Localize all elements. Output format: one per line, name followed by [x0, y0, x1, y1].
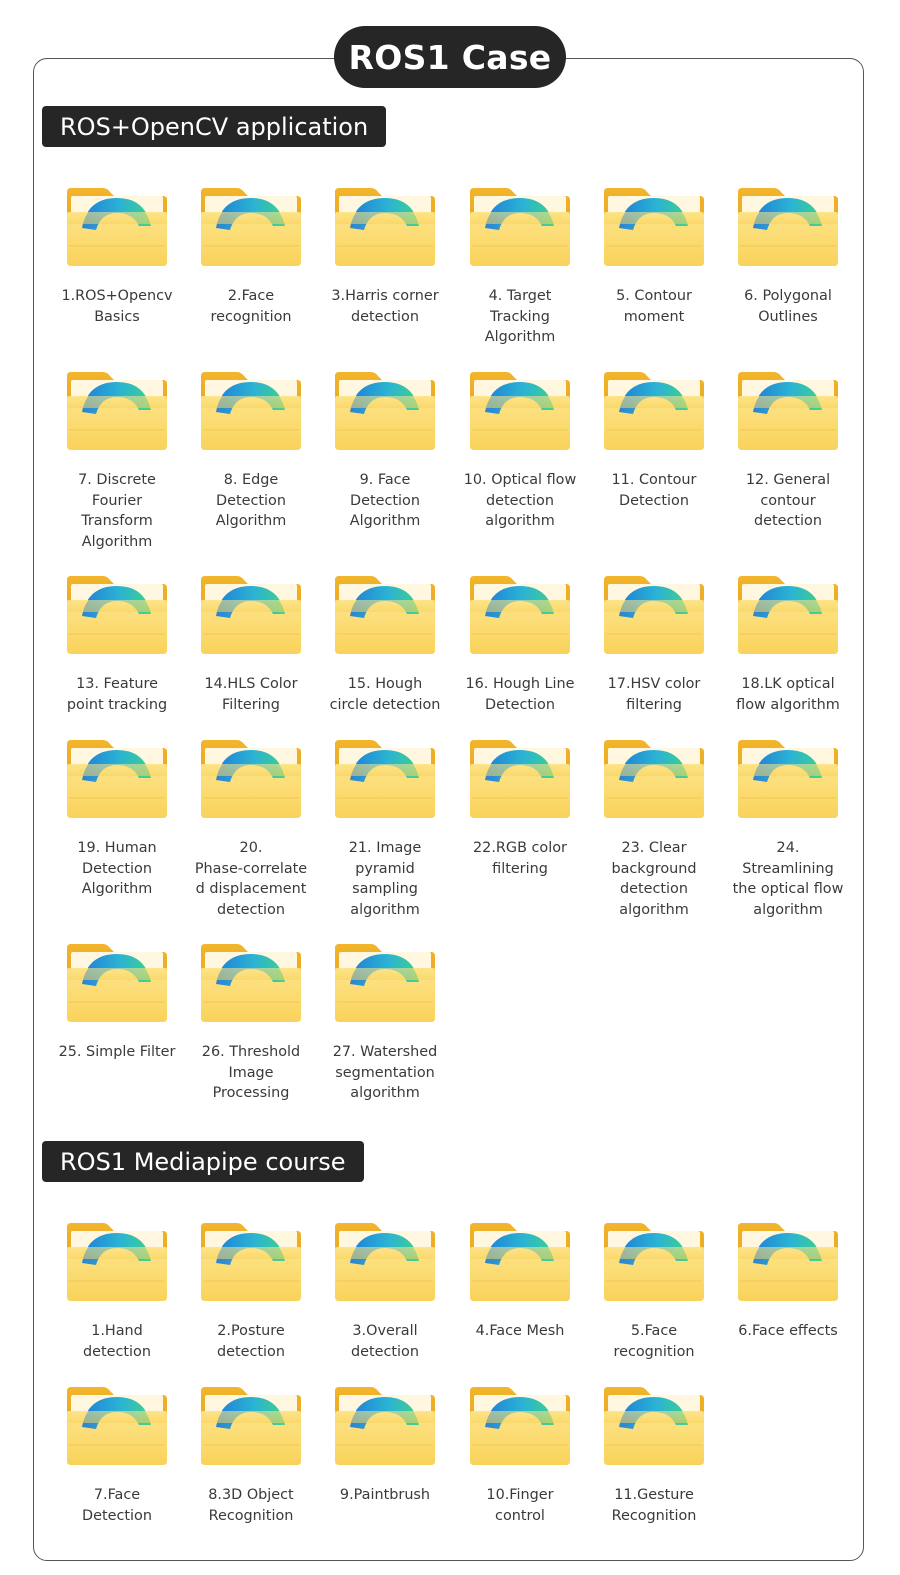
folder-label: 11. Contour Detection	[611, 472, 697, 509]
folder-icon	[199, 1221, 303, 1303]
folder-icon	[468, 1221, 572, 1303]
folder-label: 9.Paintbrush	[339, 1487, 431, 1503]
folder-item[interactable]	[184, 942, 318, 1132]
folder-item[interactable]	[587, 1385, 721, 1575]
folder-icon	[333, 574, 437, 656]
folder-item[interactable]	[318, 738, 452, 928]
folder-label: 11.Gesture Recognition	[611, 1487, 697, 1524]
folder-icon	[333, 1221, 437, 1303]
folder-label: 26. Threshold Image Processing	[201, 1044, 301, 1101]
folder-label: 20. Phase-correlate d displacement detection	[194, 840, 308, 918]
folder-label: 8.3D Object Recognition	[208, 1487, 294, 1524]
folder-icon	[468, 738, 572, 820]
folder-item[interactable]	[318, 942, 452, 1132]
folder-item[interactable]	[587, 1221, 721, 1411]
folder-label: 24. Streamlining the optical flow algorithm	[732, 840, 844, 918]
folder-label: 13. Feature point tracking	[66, 676, 168, 713]
folder-label: 12. General contour detection	[745, 472, 831, 529]
folder-icon	[602, 574, 706, 656]
folder-label: 10.Finger control	[486, 1487, 554, 1524]
folder-icon	[65, 942, 169, 1024]
folder-icon	[736, 738, 840, 820]
folder-item[interactable]	[184, 574, 318, 764]
folder-label: 15. Hough circle detection	[329, 676, 441, 713]
folder-item[interactable]	[721, 574, 855, 764]
folder-label: 18.LK optical flow algorithm	[736, 676, 840, 713]
folder-item[interactable]	[318, 370, 452, 560]
folder-item[interactable]	[184, 370, 318, 560]
folder-label: 2.Posture detection	[217, 1323, 285, 1360]
folder-icon	[65, 1385, 169, 1467]
folder-item[interactable]	[453, 1221, 587, 1411]
folder-icon	[65, 738, 169, 820]
folder-icon	[736, 574, 840, 656]
folder-item[interactable]	[587, 370, 721, 560]
folder-item[interactable]	[184, 186, 318, 376]
folder-item[interactable]	[453, 738, 587, 928]
folder-item[interactable]	[453, 186, 587, 376]
folder-icon	[602, 1385, 706, 1467]
folder-item[interactable]	[453, 574, 587, 764]
folder-label: 17.HSV color filtering	[607, 676, 701, 713]
folder-icon	[333, 942, 437, 1024]
folder-icon	[199, 574, 303, 656]
folder-icon	[602, 1221, 706, 1303]
folder-icon	[468, 1385, 572, 1467]
folder-icon	[333, 738, 437, 820]
folder-item[interactable]	[453, 370, 587, 560]
folder-label: 8. Edge Detection Algorithm	[215, 472, 287, 529]
folder-item[interactable]	[721, 370, 855, 560]
folder-item[interactable]	[318, 1385, 452, 1575]
folder-item[interactable]	[721, 186, 855, 376]
folder-icon	[468, 574, 572, 656]
folder-item[interactable]	[184, 738, 318, 928]
folder-label: 5.Face recognition	[613, 1323, 695, 1360]
folder-label: 6. Polygonal Outlines	[744, 288, 832, 325]
folder-label: 27. Watershed segmentation algorithm	[332, 1044, 438, 1101]
folder-label: 19. Human Detection Algorithm	[77, 840, 157, 897]
folder-icon	[468, 186, 572, 268]
folder-icon	[736, 186, 840, 268]
folder-item[interactable]	[50, 738, 184, 928]
folder-label: 3.Overall detection	[351, 1323, 419, 1360]
folder-item[interactable]	[587, 574, 721, 764]
folder-item[interactable]	[587, 738, 721, 928]
folder-icon	[65, 370, 169, 452]
folder-item[interactable]	[318, 186, 452, 376]
folder-item[interactable]	[50, 574, 184, 764]
section-title-opencv: ROS+OpenCV application	[42, 106, 386, 147]
folder-icon	[736, 1221, 840, 1303]
folder-label: 14.HLS Color Filtering	[204, 676, 298, 713]
folder-icon	[199, 186, 303, 268]
folder-label: 7.Face Detection	[82, 1487, 152, 1524]
folder-icon	[199, 738, 303, 820]
folder-item[interactable]	[184, 1385, 318, 1575]
folder-icon	[602, 738, 706, 820]
folder-label: 2.Face recognition	[210, 288, 292, 325]
folder-icon	[199, 370, 303, 452]
folder-item[interactable]	[50, 1385, 184, 1575]
folder-item[interactable]	[184, 1221, 318, 1411]
folder-label: 9. Face Detection Algorithm	[349, 472, 421, 529]
section-title-mediapipe: ROS1 Mediapipe course	[42, 1141, 364, 1182]
folder-item[interactable]	[453, 1385, 587, 1575]
folder-item[interactable]	[587, 186, 721, 376]
folder-item[interactable]	[318, 574, 452, 764]
folder-label: 4. Target Tracking Algorithm	[484, 288, 556, 345]
folder-item[interactable]	[50, 370, 184, 560]
folder-label: 1.Hand detection	[83, 1323, 151, 1360]
folder-label: 5. Contour moment	[616, 288, 692, 325]
folder-label: 4.Face Mesh	[475, 1323, 565, 1339]
folder-label: 22.RGB color filtering	[473, 840, 567, 877]
folder-icon	[199, 1385, 303, 1467]
folder-item[interactable]	[50, 186, 184, 376]
folder-icon	[333, 370, 437, 452]
folder-item[interactable]	[721, 738, 855, 928]
folder-item[interactable]	[50, 942, 184, 1132]
folder-icon	[199, 942, 303, 1024]
folder-label: 10. Optical flow detection algorithm	[463, 472, 577, 529]
folder-label: 7. Discrete Fourier Transform Algorithm	[78, 472, 156, 550]
folder-label: 16. Hough Line Detection	[465, 676, 575, 713]
folder-icon	[602, 186, 706, 268]
folder-label: 21. Image pyramid sampling algorithm	[348, 840, 422, 918]
folder-icon	[468, 370, 572, 452]
folder-item[interactable]	[318, 1221, 452, 1411]
folder-label: 1.ROS+Opencv Basics	[61, 288, 173, 325]
folder-icon	[333, 1385, 437, 1467]
folder-icon	[65, 1221, 169, 1303]
folder-icon	[65, 574, 169, 656]
folder-label: 25. Simple Filter	[58, 1044, 176, 1060]
folder-item[interactable]	[50, 1221, 184, 1411]
folder-label: 6.Face effects	[738, 1323, 838, 1339]
folder-icon	[736, 370, 840, 452]
folder-label: 23. Clear background detection algorithm	[611, 840, 697, 918]
folder-item[interactable]	[721, 1221, 855, 1411]
folder-icon	[602, 370, 706, 452]
page-title: ROS1 Case	[334, 26, 566, 88]
folder-label: 3.Harris corner detection	[331, 288, 439, 325]
folder-icon	[333, 186, 437, 268]
folder-icon	[65, 186, 169, 268]
